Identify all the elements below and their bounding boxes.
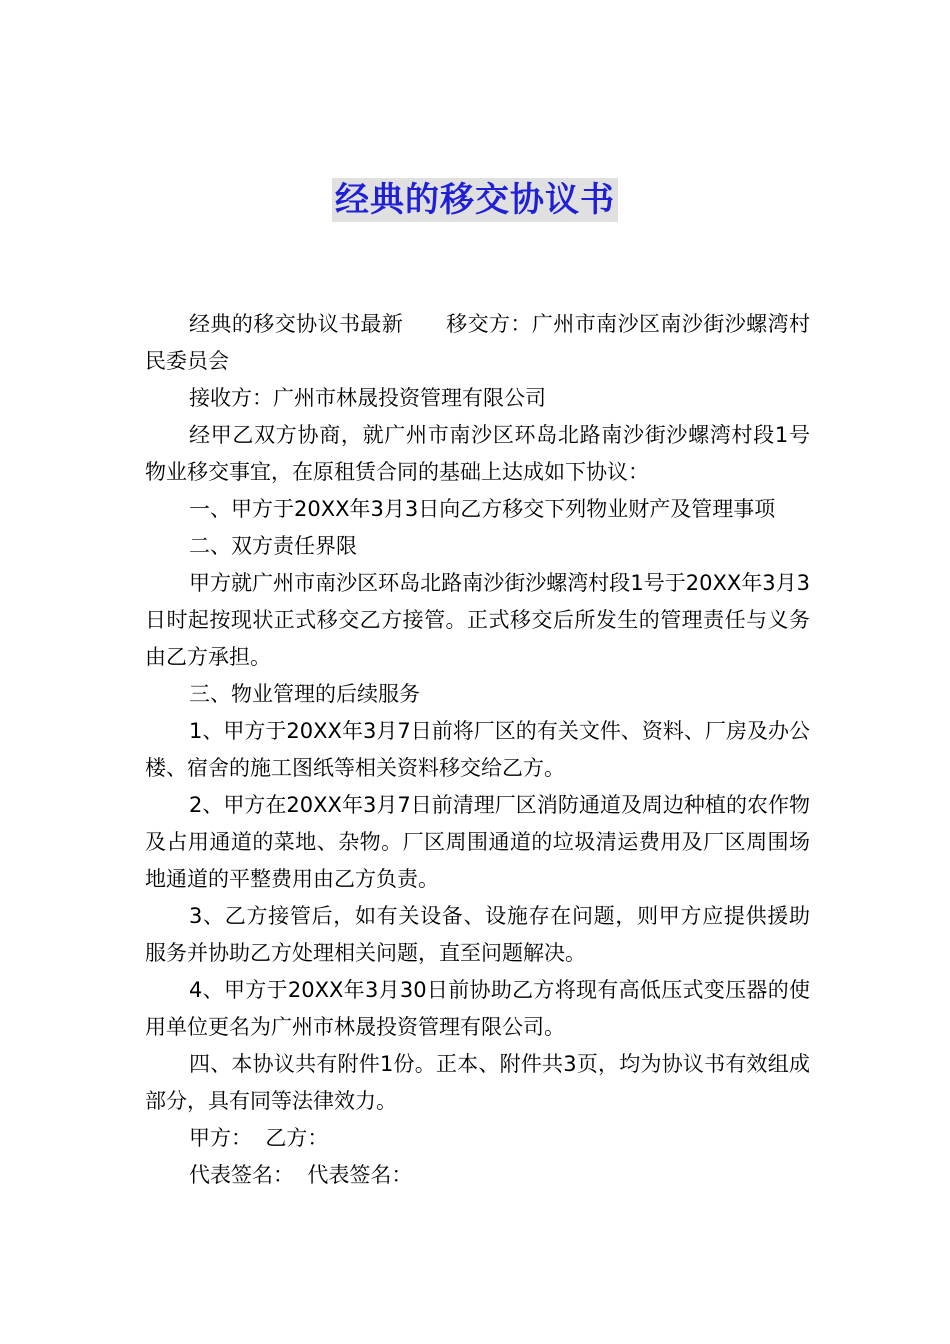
- paragraph-clause-3-heading: 三、物业管理的后续服务: [189, 682, 420, 706]
- paragraph-clause-1: 一、甲方于20XX年3月3日向乙方移交下列物业财产及管理事项: [189, 497, 776, 521]
- paragraph-signatures: 代表签名： 代表签名：: [189, 1163, 413, 1187]
- paragraph-item-4: 4、甲方于20XX年3月30日前协助乙方将现有高低压式变压器的使用单位更名为广州市林晟投资管理有限公司。: [145, 978, 810, 1039]
- paragraph-clause-2-body: 甲方就广州市南沙区环岛北路南沙街沙螺湾村段1号于20XX年3月3日时起按现状正式移交乙方接管。正式移交后所发生的管理责任与义务由乙方承担。: [145, 571, 810, 669]
- document-body: [145, 306, 810, 1194]
- paragraph-parties: 甲方： 乙方：: [189, 1126, 329, 1150]
- paragraph-item-3: 3、乙方接管后，如有关设备、设施存在问题，则甲方应提供援助服务并协助乙方处理相关问题，直至问题解决。: [145, 904, 810, 965]
- title-wrapper: [0, 178, 950, 222]
- document-title: 经典的移交协议书: [332, 178, 618, 222]
- paragraph-clause-2-heading: 二、双方责任界限: [189, 534, 357, 558]
- paragraph-item-2: 2、甲方在20XX年3月7日前清理厂区消防通道及周边种植的农作物及占用通道的菜地、杂物。厂区周围通道的垃圾清运费用及厂区周围场地通道的平整费用由乙方负责。: [145, 793, 810, 891]
- paragraph-item-1: 1、甲方于20XX年3月7日前将厂区的有关文件、资料、厂房及办公楼、宿舍的施工图纸等相关资料移交给乙方。: [145, 719, 810, 780]
- paragraph-clause-4: 四、本协议共有附件1份。正本、附件共3页，均为协议书有效组成部分，具有同等法律效力。: [145, 1052, 810, 1113]
- paragraph-preamble: 经甲乙双方协商，就广州市南沙区环岛北路南沙街沙螺湾村段1号物业移交事宜，在原租赁合同的基础上达成如下协议：: [145, 423, 810, 484]
- paragraph-intro: 经典的移交协议书最新 移交方：广州市南沙区南沙街沙螺湾村民委员会: [145, 312, 810, 373]
- paragraph-receiver: 接收方：广州市林晟投资管理有限公司: [189, 386, 546, 410]
